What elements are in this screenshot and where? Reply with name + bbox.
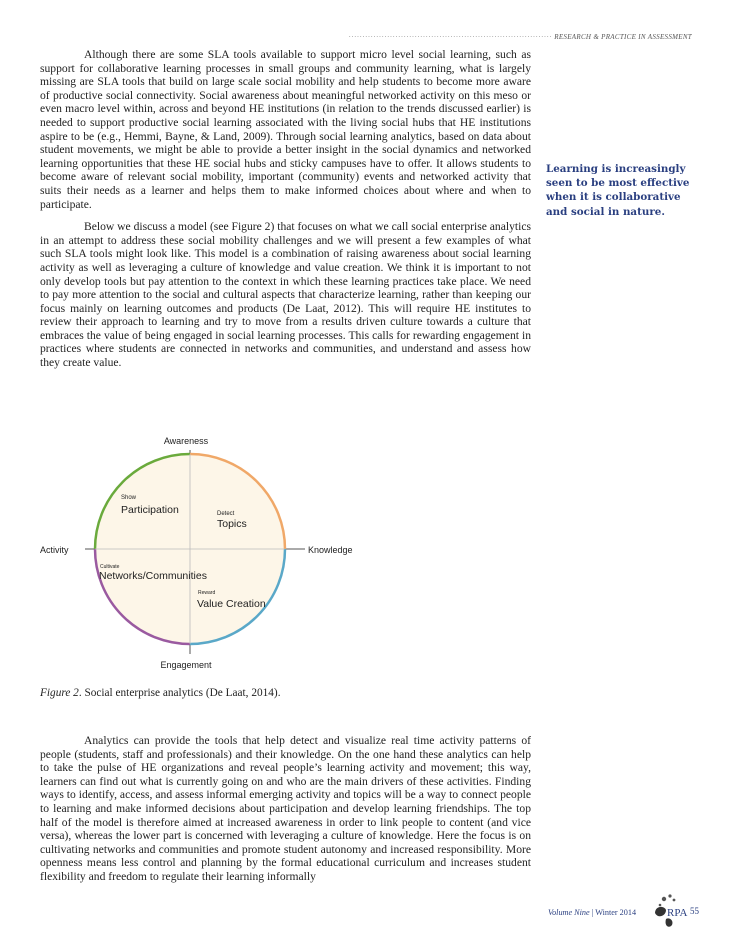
axis-label-left: Activity <box>40 545 69 555</box>
footer-volume: Volume Nine <box>548 908 590 917</box>
footer-issue-text: | Winter 2014 <box>589 908 637 917</box>
header-title: RESEARCH & PRACTICE IN ASSESSMENT <box>554 33 692 41</box>
page-number: 55 <box>690 906 699 916</box>
header-dots: ·········································································· <box>348 33 553 41</box>
axis-label-bottom: Engagement <box>160 660 212 670</box>
footer-issue <box>548 908 636 917</box>
body-text-top <box>40 48 531 379</box>
body-text-bottom <box>40 734 531 893</box>
q3-small-label: Cultivate <box>100 564 120 570</box>
q1-small-label: Show <box>121 495 137 501</box>
pull-quote: Learning is increasingly seen to be most effective when it is collaborative and social in nature. <box>546 163 690 218</box>
q4-label: Value Creation <box>197 598 266 610</box>
diagram-svg <box>40 432 400 682</box>
paragraph: Although there are some SLA tools available to support micro level social learning, such as support for collaborative learning processes in small groups and community learning, what is largely missing are SLA tools that build on large scale social mobility and help students to become more aware of productive social connectivity. Social awareness about meaningful networked activity on this meso or even macro level within, across and beyond HE institutions (in relation to the trends discussed earlier) is needed to support productive social learning associated with the living social hubs that HE institutions aspire to be (e.g., Hemmi, Bayne, & Land, 2009). Through social learning analytics, based on data about student movements, we might be able to provide a better insight in the social dynamics and networked learning opportunities that these HE social hubs and sticky campuses have to offer. It allows students to become aware of relevant social mobility, important (community) events and networked activity that suits their needs as a learner and helps them to make informed choices about where and when to participate. <box>40 48 531 211</box>
paragraph: Analytics can provide the tools that help detect and visualize real time activity patterns of people (students, staff and professionals) and their knowledge. On the one hand these analytics can help to take the pulse of HE organizations and reveal people’s learning activity and movement; this way, learners can find out what is currently going on and who are the main drivers of these activities. Finding ways to identify, access, and assess informal emerging activity and topics will be a way to connect people to learning and make informed decisions about participation and develop learning friendships. The top half of the model is therefore aimed at increased awareness in order to link people to content (and vice versa), whereas the lower part is concerned with leveraging a culture of knowledge. Here the focus is on cultivating networks and communities and promote student autonomy and increased responsibility. More openness means less control and planning by the formal educational curriculum and increases student flexibility and freedom to regulate their learning informally <box>40 734 531 883</box>
quadrant-value-creation <box>190 549 285 644</box>
quadrant-participation <box>95 454 190 549</box>
rpa-logo-icon <box>652 893 692 931</box>
caption-label: Figure 2 <box>40 687 79 699</box>
quadrant-topics <box>190 454 285 549</box>
figure-2-diagram <box>40 432 400 682</box>
axis-label-right: Knowledge <box>308 545 353 555</box>
q2-label: Topics <box>217 518 247 530</box>
caption-text: . Social enterprise analytics (De Laat, 2014). <box>78 687 281 699</box>
q1-label: Participation <box>121 504 179 516</box>
q4-small-label: Reward <box>198 590 216 596</box>
logo-text: RPA <box>667 907 688 919</box>
running-header <box>300 33 692 41</box>
q2-small-label: Detect <box>217 511 235 517</box>
q3-label: Networks/Communities <box>99 570 207 582</box>
figure-caption <box>40 687 281 699</box>
axis-label-top: Awareness <box>163 436 209 446</box>
paragraph: Below we discuss a model (see Figure 2) that focuses on what we call social enterprise analytics in an attempt to address these social mobility challenges and we will present a few examples of what such SLA tools might look like. This model is a combination of raising awareness about social learning activity as well as leveraging a culture of knowledge and value creation. We think it is important to not only develop tools but pay attention to the context in which these learning practices take place. We need to pay more attention to the social and cultural aspects that characterize learning, rather than keeping our focus mainly on learning outcomes and products (De Laat, 2012). This will require HE institutes to review their approach to learning and try to move from a results driven culture towards a culture that embraces the value of being engaged in social learning processes. This calls for rewarding engagement in practices where students are connected in networks and communities, and understand and assess how they create value. <box>40 220 531 370</box>
